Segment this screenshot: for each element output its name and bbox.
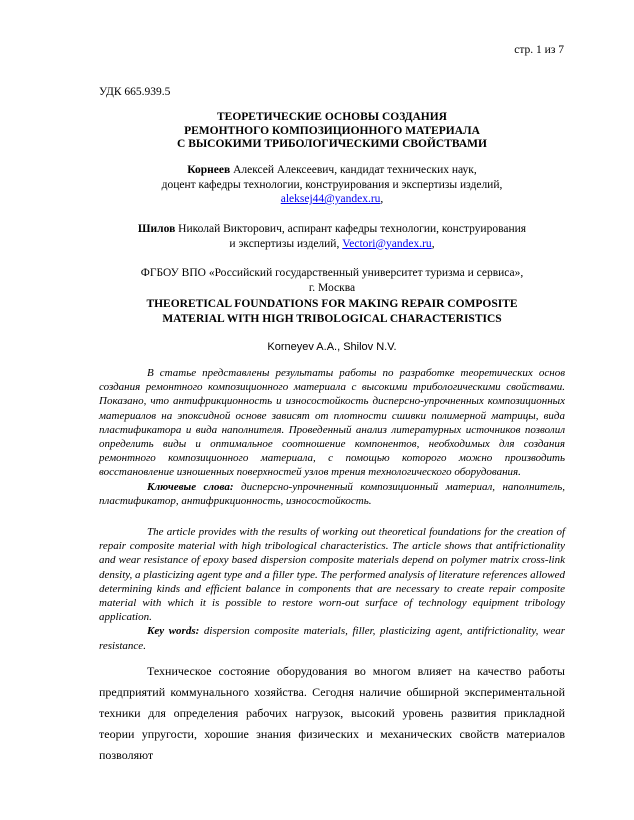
keywords-en-label: Key words: (147, 625, 200, 638)
organization-city: г. Москва (308, 281, 356, 294)
author-2-email-link[interactable]: Vectori@yandex.ru (342, 237, 432, 250)
author-2-details: Николай Викторович, аспирант кафедры технологии, конструирования (175, 223, 527, 235)
author-2-block (99, 222, 565, 251)
title-ru-line: РЕМОНТНОГО КОМПОЗИЦИОННОГО МАТЕРИАЛА (184, 124, 480, 137)
title-en-line: MATERIAL WITH HIGH TRIBOLOGICAL CHARACTERISTICS (162, 312, 502, 325)
organization-block (99, 266, 565, 295)
author-1-details: Алексей Алексеевич, кандидат технических наук, (230, 164, 477, 176)
title-en-line: THEORETICAL FOUNDATIONS FOR MAKING REPAIR COMPOSITE (146, 298, 518, 310)
title-ru-line: ТЕОРЕТИЧЕСКИЕ ОСНОВЫ СОЗДАНИЯ (217, 111, 447, 123)
title-english (99, 297, 565, 326)
author-1-line-3 (99, 192, 565, 207)
author-1-email-link[interactable]: aleksej44@yandex.ru (280, 193, 381, 205)
title-russian (99, 111, 565, 152)
author-1-surname: Корнеев (187, 164, 231, 176)
author-1-block (99, 163, 565, 207)
author-2-line-2 (99, 237, 565, 252)
author-2-surname: Шилов (137, 223, 176, 235)
body-text-block (99, 661, 565, 766)
author-1-line-1 (99, 163, 565, 178)
author-1-email-suffix: , (380, 193, 384, 205)
author-2-line-1 (99, 222, 565, 237)
keywords-en-text: dispersion composite materials, filler, plasticizing agent, antifrictionality, wear resistance. (99, 625, 565, 652)
abstract-en-text: The article provides with the results of working out theoretical foundations for the creation of repair composite material with high tribological characteristics. The article shows that antifrictionality and wear resistance of epoxy based dispersion composite materials depend on polymer matrix cross-link density, a plasticizing agent type and a filler type. The performed analysis of literature references allowed determining kinds and efficient balance in components that are necessary to create repair composite material with which it is possible to restore worn-out surface of technology equipment tribology application. (99, 526, 565, 624)
keywords-en (99, 624, 565, 652)
author-2-email-suffix: , (431, 237, 435, 250)
keywords-ru (99, 480, 565, 508)
title-ru-line: С ВЫСОКИМИ ТРИБОЛОГИЧЕСКИМИ СВОЙСТВАМИ (177, 138, 487, 151)
abstract-ru-text: В статье представлены результаты работы по разработке теоретических основ создания ремонтного композиционного материала с высокими трибологическими свойствами. Показано, что антифрикционность и износостойкость дисперсно-упрочненных композиционных материалов на эпоксидной основе зависят от плотности сшивки полимерной матрицы, вида пластификатора и вида наполнителя. Проведенный анализ литературных источников позволил определить виды и оптимальное соотношение компонентов, необходимых для создания ремонтного композиционного материала, с помощью которого можно производить восстановление изношенных поверхностей узлов трения технологического оборудования. (99, 367, 565, 479)
keywords-ru-label: Ключевые слова: (147, 480, 234, 493)
page-number: стр. 1 из 7 (514, 44, 564, 56)
organization-name: ФГБОУ ВПО «Российский государственный университет туризма и сервиса», (140, 267, 524, 279)
author-1-position: доцент кафедры технологии, конструирования и экспертизы изделий, (161, 178, 503, 191)
abstract-english (99, 525, 565, 653)
author-2-position: и экспертизы изделий, (229, 237, 343, 250)
abstract-russian (99, 366, 565, 508)
udc-code: УДК 665.939.5 (99, 86, 171, 98)
body-paragraph: Техническое состояние оборудования во многом влияет на качество работы предприятий коммунального хозяйства. Сегодня наличие обширной экспериментальной техники для определения рабочих нагрузок, высокий уровень развития прикладной теории упругости, хорошие знания физических и механических свойств материалов позволяют (99, 664, 565, 762)
keywords-ru-text: дисперсно-упрочненный композиционный материал, наполнитель, пластификатор, антифрикционность, износостойкость. (99, 480, 566, 507)
authors-english: Korneyev A.A., Shilov N.V. (267, 341, 397, 353)
